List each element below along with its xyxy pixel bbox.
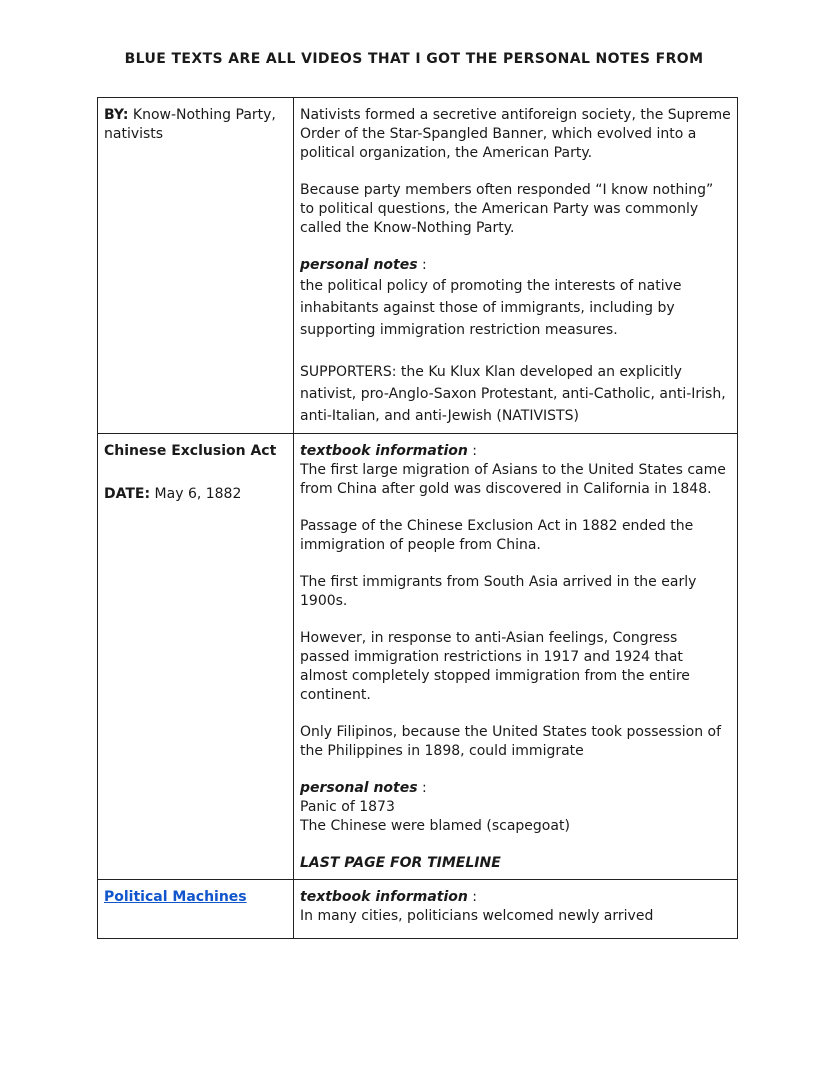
by-value: Know-Nothing Party, nativists: [104, 107, 276, 142]
note-paragraph: The first immigrants from South Asia arrived in the early 1900s.: [300, 574, 697, 609]
label-separator: :: [417, 257, 427, 273]
personal-notes-heading: [300, 256, 731, 275]
row-notes-cell: [294, 880, 738, 939]
political-machines-video-link[interactable]: Political Machines: [104, 889, 247, 905]
date-label: DATE:: [104, 486, 151, 502]
table-row: [98, 880, 738, 939]
note-paragraph: Only Filipinos, because the United States took possession of the Philippines in 1898, could immigrate: [300, 724, 722, 759]
textbook-info-heading: [300, 888, 731, 907]
personal-notes-label: personal notes: [300, 257, 418, 273]
personal-note-line: The Chinese were blamed (scapegoat): [300, 818, 570, 834]
textbook-info-heading: [300, 442, 731, 461]
note-paragraph: Passage of the Chinese Exclusion Act in 1882 ended the immigration of people from China.: [300, 518, 694, 553]
table-row: [98, 434, 738, 880]
row-notes-cell: [294, 98, 738, 434]
note-paragraph: The first large migration of Asians to the United States came from China after gold was discovered in California in 1848.: [300, 462, 726, 497]
date-line: [104, 485, 287, 504]
note-paragraph: In many cities, politicians welcomed newly arrived: [300, 908, 654, 924]
supporters-text: SUPPORTERS: the Ku Klux Klan developed an explicitly nativist, pro-Anglo-Saxon Protestant, anti-Catholic, anti-Irish, anti-Italian, and anti-Jewish (NATIVISTS): [300, 364, 726, 424]
date-value: May 6, 1882: [150, 486, 242, 502]
personal-notes-heading: [300, 779, 731, 798]
note-paragraph: Nativists formed a secretive antiforeign society, the Supreme Order of the Star-Spangled Banner, which evolved into a political organization, the American Party.: [300, 107, 731, 161]
textbook-info-label: textbook information: [300, 889, 468, 905]
row-topic-cell: [98, 98, 294, 434]
row-notes-cell: [294, 434, 738, 880]
label-separator: :: [417, 780, 427, 796]
textbook-info-label: textbook information: [300, 443, 468, 459]
personal-notes-label: personal notes: [300, 780, 418, 796]
topic-title: Chinese Exclusion Act: [104, 443, 277, 459]
notes-table: [97, 97, 738, 939]
last-page-note: LAST PAGE FOR TIMELINE: [300, 855, 501, 871]
page-title: BLUE TEXTS ARE ALL VIDEOS THAT I GOT THE PERSONAL NOTES FROM: [124, 51, 704, 67]
label-separator: :: [467, 889, 478, 905]
row-topic-cell: [98, 434, 294, 880]
row-topic-cell: [98, 880, 294, 939]
personal-note-line: Panic of 1873: [300, 799, 395, 815]
note-paragraph: Because party members often responded “I know nothing” to political questions, the American Party was commonly called the Know-Nothing Party.: [300, 182, 714, 236]
note-paragraph: However, in response to anti-Asian feelings, Congress passed immigration restrictions in 1917 and 1924 that almost completely stopped immigration from the entire continent.: [300, 630, 690, 703]
by-label: BY:: [104, 107, 129, 123]
label-separator: :: [467, 443, 478, 459]
table-row: [98, 98, 738, 434]
personal-notes-text: the political policy of promoting the interests of native inhabitants against those of immigrants, including by supporting immigration restriction measures.: [300, 278, 682, 338]
